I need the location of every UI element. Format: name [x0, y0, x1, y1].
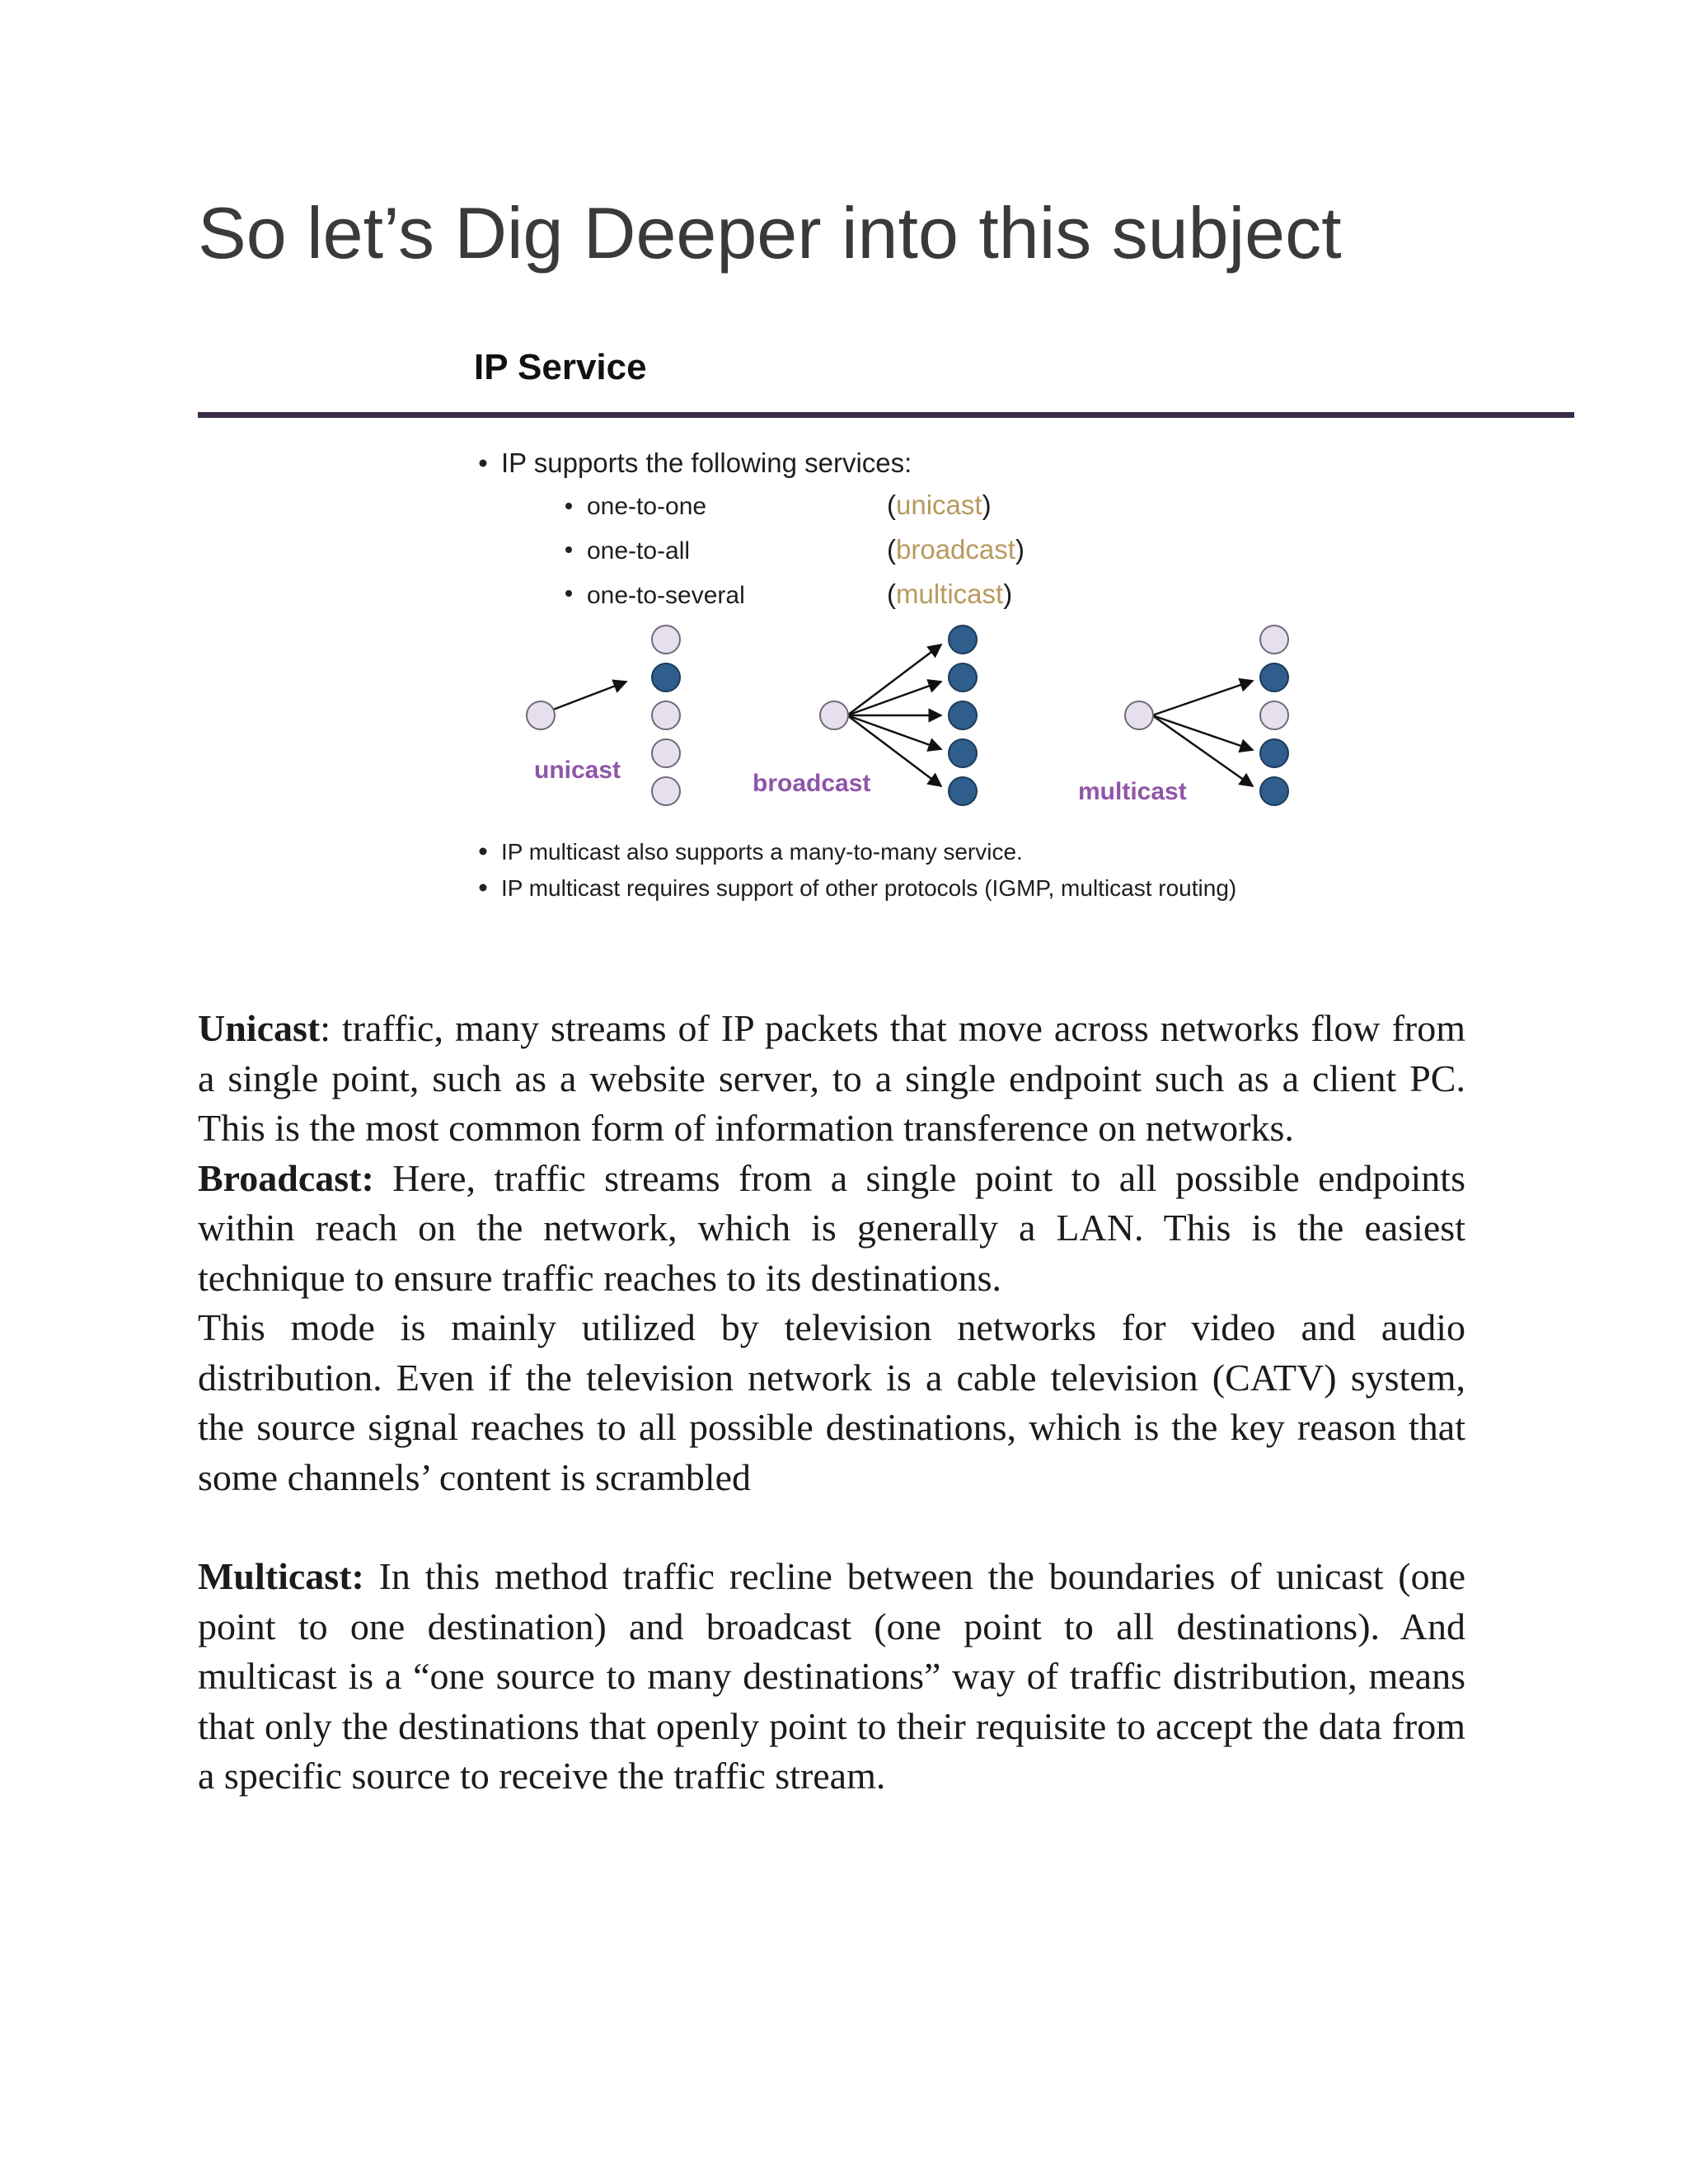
receiver-node-active [652, 663, 680, 691]
service-name: one-to-all [587, 537, 691, 565]
broadcast-paragraph [198, 1154, 1465, 1304]
receiver-node-active [949, 777, 977, 805]
broadcast-term: Broadcast: [198, 1156, 374, 1199]
source-node [820, 701, 848, 729]
receiver-node [652, 626, 680, 654]
slide-title: IP Service [474, 347, 647, 387]
receiver-node-active [949, 701, 977, 729]
page-heading: So let’s Dig Deeper into this subject [198, 192, 1342, 274]
unicast-paragraph [198, 1004, 1465, 1154]
broadcast-arrow [847, 682, 941, 715]
sub-bullet-dot [565, 590, 572, 597]
slide-title-rule [198, 412, 1574, 418]
unicast-arrow [542, 682, 626, 714]
intro-bullet: IP supports the following services: [501, 448, 912, 478]
multicast-paragraph [198, 1552, 1465, 1802]
service-mode: (multicast) [887, 579, 1013, 609]
multicast-diagram [1078, 626, 1288, 805]
unicast-diagram [527, 626, 680, 805]
source-node [1125, 701, 1153, 729]
broadcast-diagram [753, 626, 977, 805]
unicast-description: : traffic, many streams of IP packets that move across networks flow from a single point, such as a website server, to a single endpoint such as a client PC. This is the most common form of information transference on networks. [198, 1007, 1465, 1149]
receiver-node-active [1260, 777, 1288, 805]
multicast-description: In this method traffic recline between the boundaries of unicast (one point to one destination) and broadcast (one point to all destinations). And multicast is a “one source to many destinations” way of traffic distribution, means that only the destinations that openly point to their requisite to accept the data from a specific source to receive the traffic stream. [198, 1555, 1465, 1797]
ip-service-figure [190, 330, 1582, 956]
receiver-node [1260, 626, 1288, 654]
receiver-node-active [949, 663, 977, 691]
multicast-term: Multicast: [198, 1555, 364, 1597]
body-text [198, 1004, 1465, 1802]
multicast-label: multicast [1078, 778, 1187, 805]
receiver-node [652, 701, 680, 729]
service-name: one-to-several [587, 582, 745, 609]
source-node [527, 701, 555, 729]
unicast-term: Unicast [198, 1007, 321, 1049]
service-row-unicast [565, 490, 992, 520]
service-row-broadcast [565, 534, 1025, 565]
broadcast-arrow [847, 644, 941, 715]
service-row-multicast [565, 579, 1012, 609]
multicast-arrow [1152, 715, 1253, 786]
bullet-dot [480, 884, 487, 892]
receiver-node-active [949, 626, 977, 654]
note-many-to-many: IP multicast also supports a many-to-many service. [501, 839, 1023, 865]
sub-bullet-dot [565, 503, 572, 509]
unicast-label: unicast [534, 757, 621, 784]
sub-bullet-dot [565, 546, 572, 553]
ip-service-slide [190, 330, 1582, 956]
bullet-dot [480, 848, 487, 855]
service-mode: (broadcast) [887, 534, 1025, 565]
receiver-node-active [1260, 663, 1288, 691]
receiver-node-active [949, 739, 977, 767]
receiver-node [652, 777, 680, 805]
broadcast-label: broadcast [753, 770, 871, 797]
multicast-arrow [1152, 715, 1253, 750]
multicast-arrow [1152, 681, 1253, 715]
broadcast-followup-paragraph: This mode is mainly utilized by television networks for video and audio distribution. Even if the television network is a cable television (CATV) system, the source signal reaches to all possible destinations, which is the key reason that some channels’ content is scrambled [198, 1306, 1465, 1498]
bullet-dot [480, 460, 487, 467]
receiver-node [652, 739, 680, 767]
broadcast-description: Here, traffic streams from a single point to all possible endpoints within reach on the network, which is generally a LAN. This is the easiest technique to ensure traffic reaches to its destinations. [198, 1156, 1465, 1299]
receiver-node [1260, 701, 1288, 729]
service-name: one-to-one [587, 493, 707, 520]
broadcast-arrow [847, 715, 941, 749]
receiver-node-active [1260, 739, 1288, 767]
service-mode: (unicast) [887, 490, 992, 520]
note-protocols: IP multicast requires support of other protocols (IGMP, multicast routing) [501, 875, 1237, 901]
